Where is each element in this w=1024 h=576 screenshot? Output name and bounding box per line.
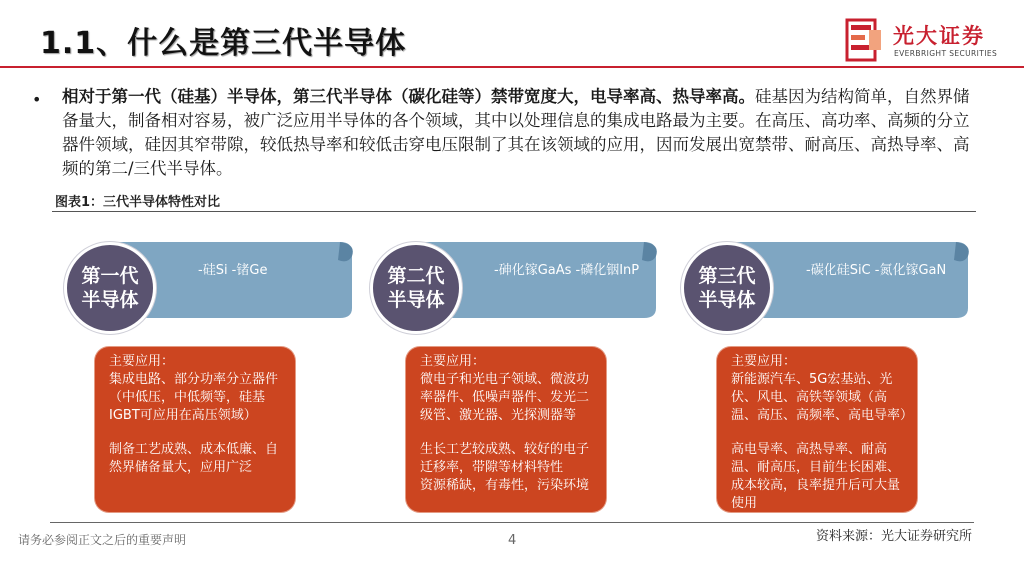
- gen3-materials: -碳化硅SiC -氮化镓GaN: [806, 263, 947, 278]
- page-title: 1.1、什么是第三代半导体: [40, 26, 407, 61]
- gen3-name: 第三代 半导体: [698, 265, 756, 311]
- gen1-app-title: 主要应用：: [109, 354, 175, 369]
- gen1-application-card: [95, 347, 295, 512]
- gen2-application-card: [406, 347, 606, 512]
- footer-divider: [50, 522, 974, 523]
- source-note: 资料来源：光大证券研究所: [815, 529, 972, 544]
- gen1-name: 第一代 半导体: [81, 265, 139, 311]
- gen1-trait-text: 制备工艺成熟、成本低廉、自然界储备量大，应用广泛: [109, 442, 279, 475]
- gen2-name: 第二代 半导体: [387, 265, 445, 311]
- disclaimer-text: 请务必参阅正文之后的重要声明: [18, 533, 187, 547]
- intro-bold-text: 相对于第一代（硅基）半导体，第三代半导体（碳化硅等）禁带宽度大，电导率高、热导率高。: [62, 87, 755, 106]
- gen2-app-title: 主要应用：: [420, 354, 486, 369]
- intro-normal-text: 硅基因为结构简单，自然界储备量大，制备相对容易，被广泛应用半导体的各个领域，其中以处理信息的集成电路最为主要。在高压、高功率、高频的分立器件领域，硅因其窄带隙，较低热导率和较低击穿电压限制了其在该领域的应用，因而发展出宽禁带、耐高压、高热导率、高频的第二/三代半导体。: [62, 87, 970, 178]
- gen3-app-title: 主要应用：: [731, 354, 797, 369]
- gen3-trait-text: 高电导率、高热导率、耐高温、耐高压，目前生长困难、成本较高，良率提升后可大量使用: [731, 442, 901, 511]
- gen1-circle: [64, 242, 156, 334]
- title-divider: [0, 66, 1024, 68]
- gen2-materials: -砷化镓GaAs -磷化铟InP: [494, 263, 640, 278]
- company-logo: [845, 18, 1015, 62]
- gen2-app-text: 微电子和光电子领域、微波功率器件、低噪声器件、发光二级管、激光器、光探测器等: [420, 372, 590, 423]
- figure-label: 图表1：三代半导体特性对比: [55, 195, 221, 210]
- gen3-circle: [681, 242, 773, 334]
- intro-paragraph: [62, 85, 972, 181]
- gen1-materials: -硅Si -锗Ge: [198, 263, 268, 278]
- logo-english-text: EVERBRIGHT SECURITIES: [894, 49, 998, 58]
- gen1-app-text: 集成电路、部分功率分立器件（中低压，中低频等，硅基IGBT可应用在高压领域）: [109, 372, 279, 423]
- gen3-app-text: 新能源汽车、5G宏基站、光伏、风电、高铁等领域（高温、高压、高频率、高电导率）: [731, 372, 914, 423]
- logo-chinese-text: 光大证券: [893, 24, 985, 48]
- page-number: 4: [508, 533, 517, 548]
- figure-label-divider: [52, 211, 976, 212]
- gen2-circle: [370, 242, 462, 334]
- gen2-trait-text: 生长工艺较成熟、较好的电子迁移率，带隙等材料特性 资源稀缺，有毒性，污染环境: [420, 442, 590, 493]
- everbright-logo-icon: [845, 18, 885, 62]
- gen3-application-card: [717, 347, 917, 512]
- bullet-icon: •: [32, 90, 42, 109]
